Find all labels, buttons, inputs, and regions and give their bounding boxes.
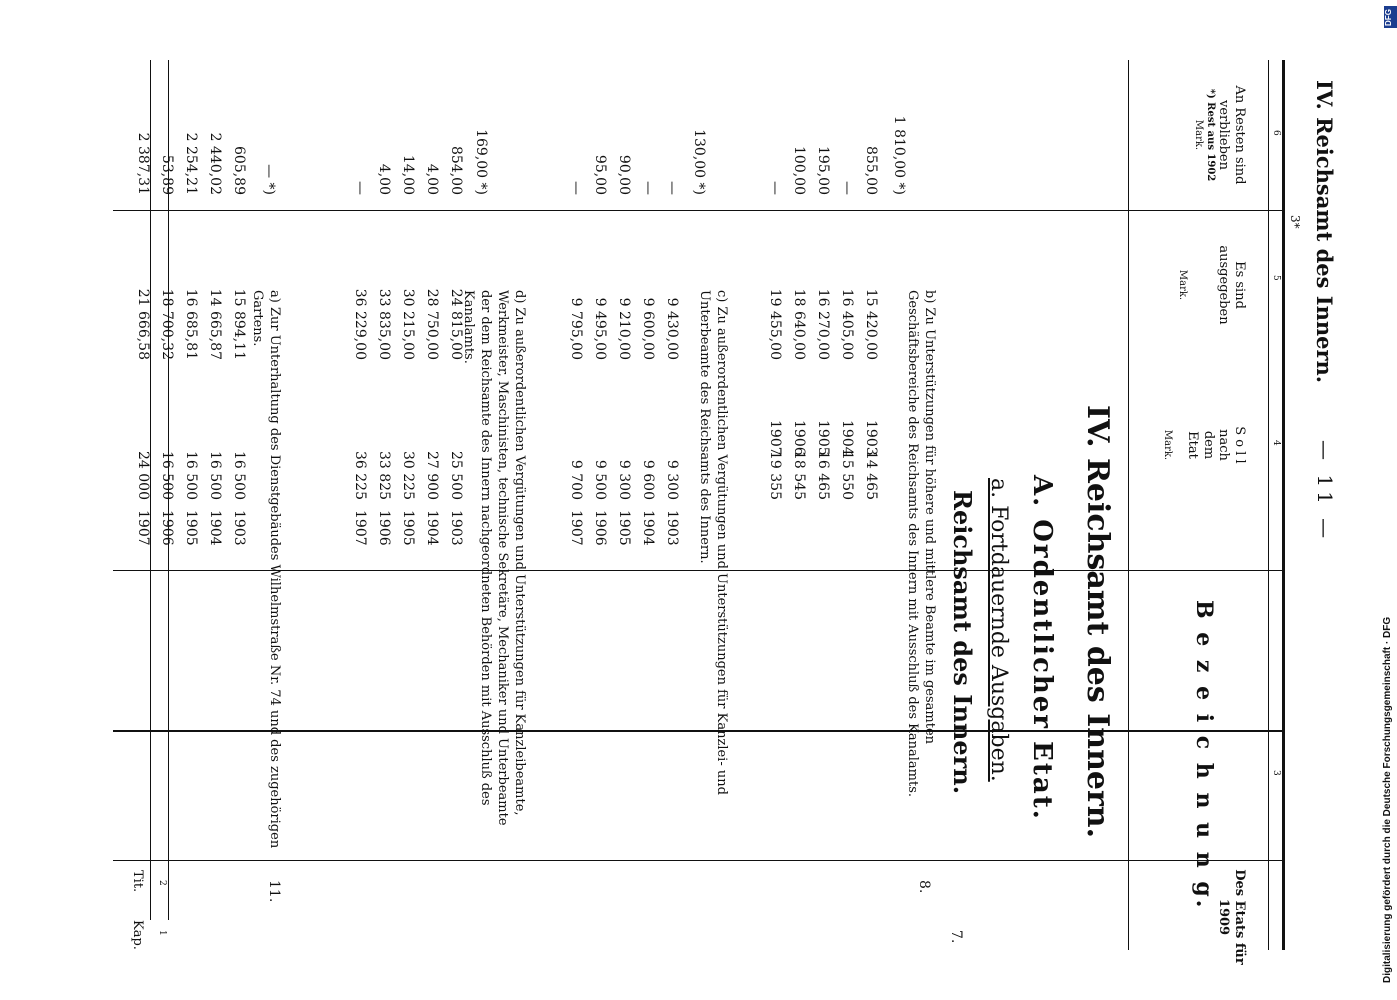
rest-1902 [473, 70, 489, 195]
column-number-6: 6 [1271, 130, 1281, 136]
title-reichsamt: Reichsamt des Innern. [948, 490, 977, 795]
soll-value: 19 355 [767, 451, 783, 500]
ausgegeben-value: 16 270,00 [815, 288, 831, 360]
header-ausgegeben [1176, 215, 1247, 355]
soll-value: 14 465 [863, 451, 879, 500]
header-bottom-rule [1128, 60, 1129, 950]
soll-value: 16 465 [815, 451, 831, 500]
rest-1902-value: 169,00 *) [473, 129, 489, 195]
year: 1905 [616, 510, 632, 546]
ausgegeben-value: 21 666,58 [135, 288, 151, 360]
rest-value: 195,00 [815, 146, 831, 195]
ausgegeben-value: 16 685,81 [183, 288, 199, 360]
title-ordentlicher-etat: A. Ordentlicher Etat. [1027, 475, 1057, 821]
header-soll-label: S o l l nach dem Etat [1185, 426, 1247, 464]
rest-1902-value: 1 810,00 *) [891, 115, 907, 195]
rest-value: 95,00 [592, 154, 608, 195]
rest-value: — [839, 181, 855, 195]
soll-value: 16 500 [207, 451, 223, 500]
soll-value: 33 825 [376, 451, 392, 500]
rest-value: 2 254,21 [183, 132, 199, 195]
soll-value: 9 700 [568, 459, 584, 500]
table-top-rule [1282, 60, 1285, 950]
col-1-3-rule [113, 210, 1283, 211]
group-description: c) Zu außerordentlichen Vergütungen und Unterstützungen für Kanzlei- und Unterbeamte des Reichsamts des Innern. [697, 290, 729, 795]
header-ausgegeben-unit: Mark. [1176, 269, 1188, 301]
rest-value: — [568, 181, 584, 195]
ausgegeben-value: 15 894,11 [231, 288, 247, 360]
ausgegeben-value: 33 835,00 [376, 288, 392, 360]
rest-value: 2 440,02 [207, 132, 223, 195]
column-number-rule [1268, 60, 1269, 950]
rest-1902 [691, 70, 707, 195]
column-number-2: 2 [157, 880, 167, 886]
rest-value: 4,00 [424, 163, 440, 195]
credit-strip [1382, 18, 1397, 983]
rest-value: — [767, 181, 783, 195]
ausgegeben-value: 28 750,00 [424, 288, 440, 360]
rest-value: 855,00 [863, 146, 879, 195]
year: 1906 [376, 510, 392, 546]
year: 1904 [207, 510, 223, 546]
year: 1903 [448, 510, 464, 546]
ausgegeben-value: 18 700,32 [159, 288, 175, 360]
year: 1907 [352, 510, 368, 546]
ausgegeben-value: 9 795,00 [568, 297, 584, 360]
ausgegeben-value: 16 405,00 [839, 288, 855, 360]
title-main: IV. Reichsamt des Innern. [1080, 405, 1115, 839]
rest-value: 53,89 [159, 154, 175, 195]
header-resten [1192, 65, 1247, 205]
ausgegeben-value: 9 210,00 [616, 297, 632, 360]
group-description: b) Zu Unterstützungen für höhere und mittlere Beamte im gesamten Geschäftsbereiche des Reichsamts des Innern mit Ausschluß des Kanalamts. [905, 290, 937, 798]
year: 1905 [400, 510, 416, 546]
ausgegeben-value: 15 420,00 [863, 288, 879, 360]
ausgegeben-value: 18 640,00 [791, 288, 807, 360]
signature-mark: 3* [1288, 215, 1302, 229]
year: 1904 [424, 510, 440, 546]
rest-1902 [891, 70, 907, 195]
header-kap: Kap. [130, 920, 145, 950]
page-number: — 11 — [1313, 440, 1337, 543]
year: 1907 [135, 510, 151, 546]
year: 1906 [592, 510, 608, 546]
rest-value: 4,00 [376, 163, 392, 195]
year: 1907 [568, 510, 584, 546]
soll-value: 30 225 [400, 451, 416, 500]
header-bezeichnung: B e z e i c h n u n g. [1191, 600, 1217, 911]
ausgegeben-value: 9 430,00 [664, 297, 680, 360]
rest-value: 2 387,31 [135, 132, 151, 195]
dfg-logo-text: DFG [1383, 9, 1393, 26]
rest-value: — [664, 181, 680, 195]
header-soll-unit: Mark. [1161, 429, 1173, 461]
header-etat: Des Etats für 1909 [1216, 869, 1247, 965]
col-5-6-rule [113, 860, 1283, 861]
tit-number: 11. [266, 880, 282, 903]
year: 1904 [839, 420, 855, 456]
soll-value: 25 500 [448, 451, 464, 500]
year: 1903 [231, 510, 247, 546]
rest-1902-value: — *) [261, 164, 277, 195]
section-heading: IV. Reichsamt des Innern. [1312, 80, 1337, 384]
rest-1902 [261, 70, 277, 195]
rest-1902-value: 130,00 *) [691, 129, 707, 195]
rest-value: — [640, 181, 656, 195]
column-number-1: 1 [157, 930, 167, 936]
header-soll [1161, 370, 1247, 520]
header-tit: Tit. [130, 870, 145, 893]
soll-value: 9 600 [640, 459, 656, 500]
soll-value: 36 225 [352, 451, 368, 500]
soll-value: 18 545 [791, 451, 807, 500]
ausgegeben-value: 30 215,00 [400, 288, 416, 360]
kap-number: 7. [948, 930, 964, 944]
header-resten-note: *) Rest aus 1902 [1204, 88, 1216, 182]
title-fortdauernde-ausgaben: a. Fortdauernde Ausgaben. [986, 478, 1011, 782]
rest-value: 100,00 [791, 146, 807, 195]
group-description: a) Zur Unterhaltung des Dienstgebäudes Wilhelmstraße Nr. 74 und des zugehörigen Gartens. [250, 290, 282, 849]
group-description: d) Zu außerordentlichen Vergütungen und Unterstützungen für Kanzleibeamte, Werkmeister, Maschinisten, technische Sekretäre, Mechaniker und Unterbeamte der dem Reichsamte des Innern nachgeordneten Behörden mit Ausschluß des Kanalamts. [461, 290, 527, 826]
rest-value: 90,00 [616, 154, 632, 195]
year: 1905 [183, 510, 199, 546]
year: 1905 [815, 420, 831, 456]
soll-value: 9 300 [664, 459, 680, 500]
year: 1903 [863, 420, 879, 456]
year: 1903 [664, 510, 680, 546]
year: 1904 [640, 510, 656, 546]
ausgegeben-value: 24 815,00 [448, 288, 464, 360]
column-number-5: 5 [1271, 275, 1281, 281]
year: 1907 [767, 420, 783, 456]
ausgegeben-value: 36 229,00 [352, 288, 368, 360]
ausgegeben-value: 19 455,00 [767, 288, 783, 360]
soll-value: 15 550 [839, 451, 855, 500]
year: 1906 [159, 510, 175, 546]
header-resten-label: An Resten sind verblieben [1216, 85, 1247, 185]
soll-value: 27 900 [424, 451, 440, 500]
ausgegeben-value: 9 495,00 [592, 297, 608, 360]
soll-value: 9 500 [592, 459, 608, 500]
ausgegeben-value: 14 665,87 [207, 288, 223, 360]
soll-value: 16 500 [183, 451, 199, 500]
rest-value: 605,89 [231, 146, 247, 195]
column-number-4: 4 [1271, 440, 1281, 446]
credit-text: Digitalisierung gefördert durch die Deutsche Forschungsgemeinschaft · DFG [1382, 616, 1393, 983]
rest-value: — [352, 181, 368, 195]
header-resten-unit: Mark. [1192, 119, 1204, 151]
column-number-3: 3 [1271, 770, 1281, 776]
rest-value: 854,00 [448, 146, 464, 195]
year: 1906 [791, 420, 807, 456]
soll-value: 16 500 [159, 451, 175, 500]
soll-value: 24 000 [135, 451, 151, 500]
ausgegeben-value: 9 600,00 [640, 297, 656, 360]
soll-value: 16 500 [231, 451, 247, 500]
soll-value: 9 300 [616, 459, 632, 500]
rest-value: 14,00 [400, 154, 416, 195]
tit-number: 8. [916, 880, 932, 894]
header-ausgegeben-label: Es sind ausgegeben [1216, 245, 1247, 325]
